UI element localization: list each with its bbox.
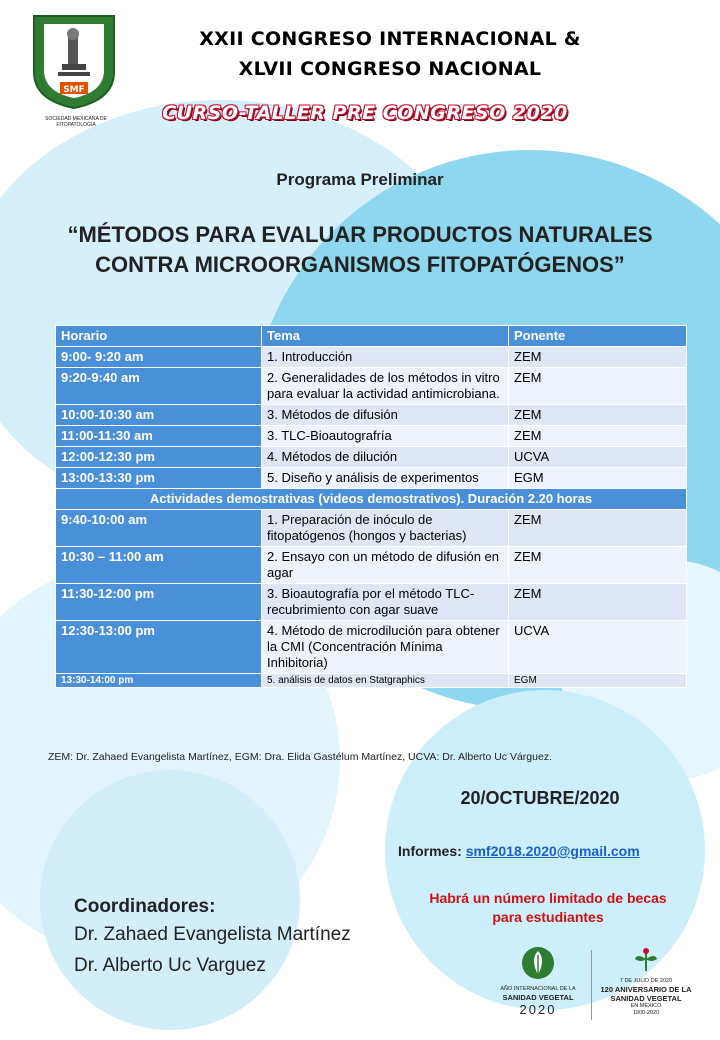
cell-topic: 5. análisis de datos en Statgraphics bbox=[262, 674, 509, 688]
leaf-icon bbox=[520, 945, 556, 981]
table-row bbox=[56, 510, 687, 547]
footer-left-year: 2020 bbox=[519, 1002, 557, 1017]
congress-title-line2: XLVII CONGRESO NACIONAL bbox=[238, 58, 542, 80]
footer-right-line2: SANIDAD VEGETAL bbox=[610, 994, 682, 1003]
section-label: Actividades demostrativas (videos demostrativos). Duración 2.20 horas bbox=[56, 489, 687, 510]
cell-speaker: EGM bbox=[509, 674, 687, 688]
cell-time: 10:00-10:30 am bbox=[56, 405, 262, 426]
cell-topic: 3. Métodos de difusión bbox=[262, 405, 509, 426]
table-row bbox=[56, 405, 687, 426]
table-row bbox=[56, 347, 687, 368]
cell-time: 9:20-9:40 am bbox=[56, 368, 262, 405]
becas-line2: para estudiantes bbox=[492, 909, 604, 925]
table-row bbox=[56, 368, 687, 405]
cell-speaker: ZEM bbox=[509, 584, 687, 621]
cell-topic: 3. TLC-Bioautografría bbox=[262, 426, 509, 447]
table-row bbox=[56, 621, 687, 674]
programa-heading: Programa Preliminar bbox=[276, 170, 444, 189]
main-title-line1: “MÉTODOS PARA EVALUAR PRODUCTOS NATURALES bbox=[67, 222, 653, 247]
logo-badge-text: SMF bbox=[63, 85, 85, 95]
table-row bbox=[56, 674, 687, 688]
logo-caption: SOCIEDAD MEXICANA DE FITOPATOLOGÍA bbox=[45, 116, 107, 128]
cell-topic: 1. Introducción bbox=[262, 347, 509, 368]
table-row bbox=[56, 547, 687, 584]
cell-time: 12:30-13:00 pm bbox=[56, 621, 262, 674]
cell-time: 13:00-13:30 pm bbox=[56, 468, 262, 489]
coordinator-name: Dr. Alberto Uc Varguez bbox=[74, 955, 266, 976]
cell-speaker: ZEM bbox=[509, 405, 687, 426]
cell-topic: 5. Diseño y análisis de experimentos bbox=[262, 468, 509, 489]
schedule-table bbox=[55, 325, 687, 688]
smf-logo bbox=[30, 12, 118, 110]
footer-right-line0: 7 DE JULIO DE 2020 bbox=[619, 978, 673, 984]
sanidad-vegetal-2020-logo bbox=[488, 945, 588, 1017]
footer-right-line3: EN MÉXICO bbox=[630, 1003, 662, 1009]
cell-speaker: ZEM bbox=[509, 368, 687, 405]
cell-time: 11:00-11:30 am bbox=[56, 426, 262, 447]
header-tema: Tema bbox=[262, 326, 509, 347]
table-row bbox=[56, 426, 687, 447]
cell-speaker: UCVA bbox=[509, 621, 687, 674]
header-horario: Horario bbox=[56, 326, 262, 347]
plant-emblem-icon bbox=[631, 945, 661, 973]
table-row bbox=[56, 584, 687, 621]
scholarship-notice bbox=[398, 889, 698, 927]
footer-left-line2: SANIDAD VEGETAL bbox=[502, 993, 574, 1002]
congress-title-line1: XXII CONGRESO INTERNACIONAL & bbox=[199, 28, 581, 50]
cell-speaker: ZEM bbox=[509, 426, 687, 447]
becas-line1: Habrá un número limitado de becas bbox=[429, 890, 667, 906]
cell-topic: 4. Métodos de dilución bbox=[262, 447, 509, 468]
informes-line bbox=[398, 843, 640, 859]
cell-speaker: UCVA bbox=[509, 447, 687, 468]
coordinator-name: Dr. Zahaed Evangelista Martínez bbox=[74, 924, 351, 945]
speaker-abbreviations: ZEM: Dr. Zahaed Evangelista Martínez, EGM: Dra. Elida Gastélum Martínez, UCVA: Dr. Alberto Uc Várguez. bbox=[48, 751, 552, 763]
cell-time: 9:00- 9:20 am bbox=[56, 347, 262, 368]
coordinators-heading: Coordinadores: bbox=[74, 896, 216, 917]
footer-divider bbox=[591, 950, 592, 1020]
course-subtitle: CURSO-TALLER PRE CONGRESO 2020 bbox=[162, 102, 568, 124]
table-row bbox=[56, 447, 687, 468]
cell-topic: 2. Ensayo con un método de difusión en agar bbox=[262, 547, 509, 584]
cell-speaker: EGM bbox=[509, 468, 687, 489]
footer-right-line1: 120 ANIVERSARIO DE LA bbox=[600, 985, 692, 994]
footer-right-line4: 1900-2020 bbox=[632, 1010, 660, 1016]
table-header-row bbox=[56, 326, 687, 347]
cell-speaker: ZEM bbox=[509, 510, 687, 547]
cell-time: 12:00-12:30 pm bbox=[56, 447, 262, 468]
main-title-line2: CONTRA MICROORGANISMOS FITOPATÓGENOS” bbox=[95, 252, 625, 277]
cell-time: 10:30 – 11:00 am bbox=[56, 547, 262, 584]
section-row bbox=[56, 489, 687, 510]
footer-left-line1: AÑO INTERNACIONAL DE LA bbox=[500, 986, 576, 992]
cell-time: 13:30-14:00 pm bbox=[56, 674, 262, 688]
cell-topic: 4. Método de microdilución para obtener la CMI (Concentración Mínima Inhibitoria) bbox=[262, 621, 509, 674]
cell-topic: 2. Generalidades de los métodos in vitro para evaluar la actividad antimicrobiana. bbox=[262, 368, 509, 405]
header-ponente: Ponente bbox=[509, 326, 687, 347]
cell-topic: 1. Preparación de inóculo de fitopatógenos (hongos y bacterias) bbox=[262, 510, 509, 547]
course-main-title bbox=[30, 220, 690, 280]
aniversario-logo bbox=[596, 945, 696, 1017]
cell-speaker: ZEM bbox=[509, 547, 687, 584]
cell-speaker: ZEM bbox=[509, 347, 687, 368]
informes-label: Informes: bbox=[398, 843, 462, 859]
event-date: 20/OCTUBRE/2020 bbox=[460, 788, 620, 808]
cell-topic: 3. Bioautografía por el método TLC-recubrimiento con agar suave bbox=[262, 584, 509, 621]
contact-email-link[interactable]: smf2018.2020@gmail.com bbox=[465, 843, 640, 859]
table-row bbox=[56, 468, 687, 489]
cell-time: 11:30-12:00 pm bbox=[56, 584, 262, 621]
cell-time: 9:40-10:00 am bbox=[56, 510, 262, 547]
